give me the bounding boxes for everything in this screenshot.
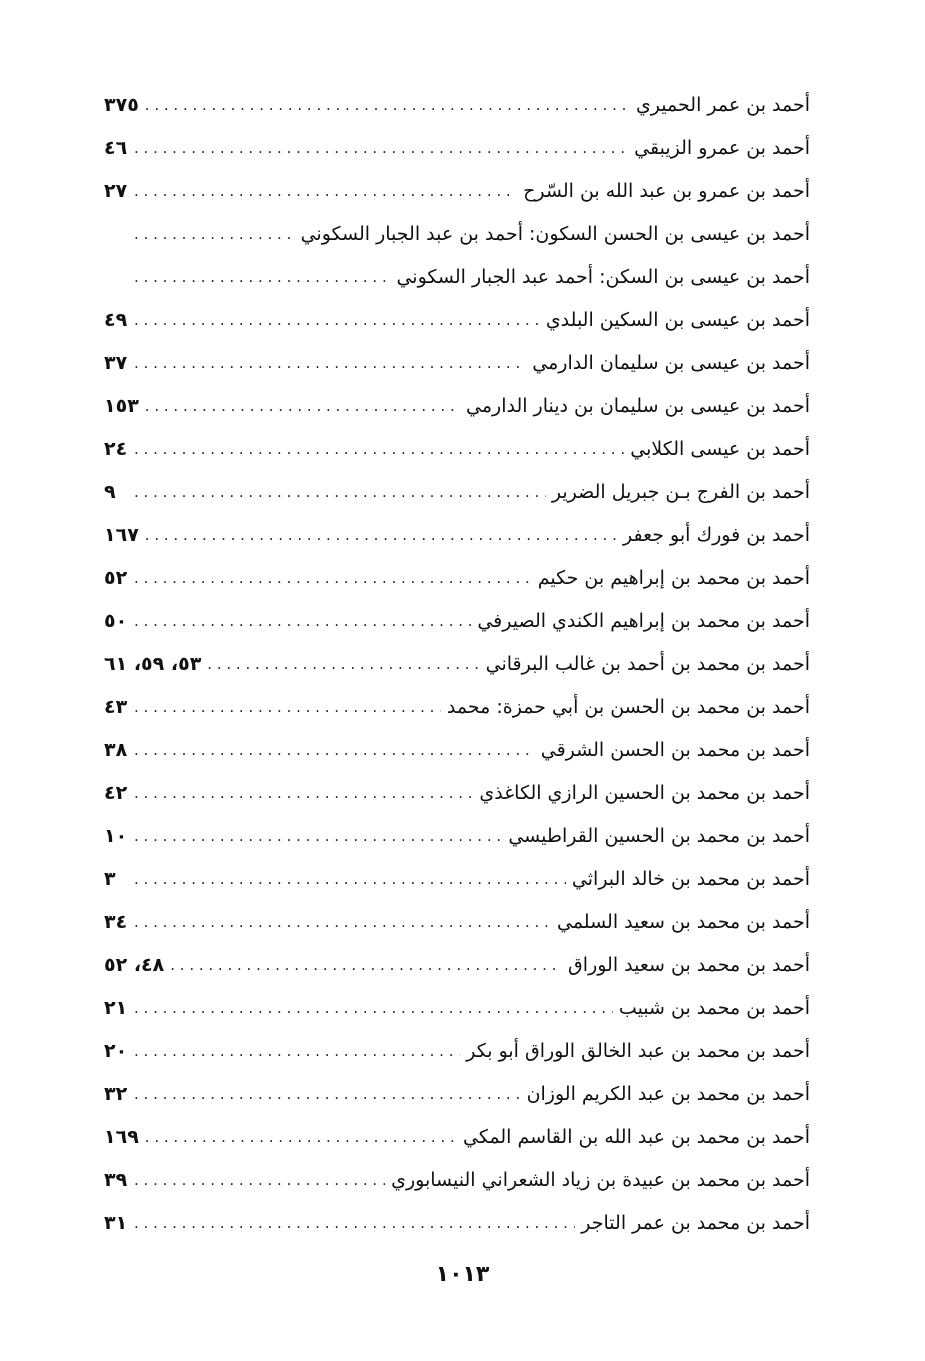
- index-entry: [104, 901, 810, 944]
- entry-pages: ٥٠: [104, 610, 128, 632]
- entry-pages: ٣١: [104, 1212, 128, 1234]
- dot-leader: [128, 858, 566, 901]
- entry-pages: ١٦٧: [104, 524, 139, 546]
- index-entry: [104, 858, 810, 901]
- dot-leader: [128, 1073, 521, 1116]
- index-entry: [104, 686, 810, 729]
- index-entry: [104, 170, 810, 213]
- entry-pages: ١٦٩: [104, 1126, 139, 1148]
- entry-name: أحمد بن محمد بن سعيد السلمي: [556, 911, 810, 933]
- dot-leader: [128, 729, 535, 772]
- entry-name: أحمد بن محمد بن الحسن الشرقي: [540, 739, 810, 761]
- entry-name: أحمد بن عمر الحميري: [635, 94, 810, 116]
- entry-pages: ٤٣: [104, 696, 128, 718]
- index-entry: [104, 1073, 810, 1116]
- entry-name: أحمد بن عيسى بن السكين البلدي: [545, 309, 810, 331]
- dot-leader: [128, 1159, 385, 1202]
- index-entry: [104, 987, 810, 1030]
- entry-pages: ٣: [104, 868, 116, 890]
- entry-pages: ٢١: [104, 997, 128, 1019]
- dot-leader: [164, 944, 562, 987]
- entry-name: أحمد بن محمد بن عبد الكريم الوزان: [526, 1083, 810, 1105]
- index-entry: [104, 1202, 810, 1245]
- entry-name: أحمد بن عيسى بن الحسن السكون: أحمد بن عبد الجبار السكوني: [300, 223, 810, 245]
- entry-pages: ٩: [104, 481, 116, 503]
- dot-leader: [128, 557, 532, 600]
- entry-name: أحمد بن محمد بن شبيب: [618, 997, 810, 1019]
- entry-name: أحمد بن محمد بن خالد البراثي: [571, 868, 810, 890]
- dot-leader: [128, 342, 526, 385]
- entry-name: أحمد بن محمد بن الحسين القراطيسي: [508, 825, 810, 847]
- dot-leader: [139, 84, 630, 127]
- entry-name: أحمد بن محمد بن إبراهيم الكندي الصيرفي: [477, 610, 810, 632]
- index-entry: [104, 213, 810, 256]
- entry-name: أحمد بن محمد بن الحسن بن أبي حمزة: محمد: [446, 696, 810, 718]
- index-entry: [104, 729, 810, 772]
- index-entry: [104, 127, 810, 170]
- entry-name: أحمد بن عمرو الزيبقي: [634, 137, 810, 159]
- entry-pages: ٣٧٥: [104, 94, 139, 116]
- entry-pages: ٥٢: [104, 567, 128, 589]
- entry-name: أحمد بن عيسى بن السكن: أحمد عبد الجبار السكوني: [396, 266, 810, 288]
- entry-pages: ٤٨، ٥٢: [104, 954, 165, 976]
- index-entry: [104, 84, 810, 127]
- entry-pages: ٣٩: [104, 1169, 128, 1191]
- index-entry: [104, 1159, 810, 1202]
- entry-pages: ٣٢: [104, 1083, 128, 1105]
- dot-leader: [128, 815, 502, 858]
- index-entry: [104, 557, 810, 600]
- dot-leader: [128, 1030, 460, 1073]
- dot-leader: [139, 1116, 457, 1159]
- entry-pages: ٤٩: [104, 309, 128, 331]
- entry-pages: ١٥٣: [104, 395, 139, 417]
- dot-leader: [128, 901, 551, 944]
- dot-leader: [139, 514, 617, 557]
- index-entry: [104, 1030, 810, 1073]
- entry-name: أحمد بن عيسى بن سليمان بن دينار الدارمي: [466, 395, 810, 417]
- dot-leader: [128, 428, 624, 471]
- entry-pages: ٤٦: [104, 137, 128, 159]
- entry-name: أحمد بن الفرج بـن جبريل الضرير: [551, 481, 810, 503]
- index-entry: [104, 256, 810, 299]
- entry-name: أحمد بن محمد بن سعيد الوراق: [568, 954, 810, 976]
- entry-name: أحمد بن عيسى بن سليمان الدارمي: [532, 352, 810, 374]
- index-entry: [104, 815, 810, 858]
- entry-pages: ١٠: [104, 825, 128, 847]
- entry-pages: ٣٧: [104, 352, 128, 374]
- entry-name: أحمد بن محمد بن عبد الخالق الوراق أبو بكر: [466, 1040, 810, 1062]
- dot-leader: [128, 299, 540, 342]
- dot-leader: [128, 256, 390, 299]
- entry-pages: ٣٤: [104, 911, 128, 933]
- dot-leader: [128, 987, 613, 1030]
- page-number: ١٠١٣: [435, 1262, 490, 1287]
- entry-pages: ٢٠: [104, 1040, 128, 1062]
- entry-name: أحمد بن فورك أبو جعفر: [622, 524, 810, 546]
- dot-leader: [128, 772, 473, 815]
- entry-pages: ٢٧: [104, 180, 128, 202]
- index-entry: [104, 428, 810, 471]
- entry-pages: ٥٣، ٥٩، ٦١: [104, 653, 202, 675]
- dot-leader: [128, 213, 295, 256]
- dot-leader: [128, 170, 517, 213]
- entry-pages: ٣٨: [104, 739, 128, 761]
- entry-name: أحمد بن محمد بن أحمد بن غالب البرقاني: [485, 653, 810, 675]
- entry-name: أحمد بن محمد بن الحسين الرازي الكاغذي: [479, 782, 810, 804]
- entry-name: أحمد بن محمد بن إبراهيم بن حكيم: [537, 567, 810, 589]
- dot-leader: [201, 643, 479, 686]
- entry-pages: ٤٢: [104, 782, 128, 804]
- index-entry: [104, 1116, 810, 1159]
- entry-name: أحمد بن عمرو بن عبد الله بن السّرح: [523, 180, 810, 202]
- index-entry: [104, 299, 810, 342]
- entry-name: أحمد بن عيسى الكلابي: [630, 438, 810, 460]
- index-entry: [104, 944, 810, 987]
- dot-leader: [128, 1202, 575, 1245]
- entry-name: أحمد بن محمد بن عبد الله بن القاسم المكي: [463, 1126, 810, 1148]
- index-entry: [104, 471, 810, 514]
- index-list: [104, 84, 810, 1245]
- index-entry: [104, 643, 810, 686]
- entry-pages: ٢٤: [104, 438, 128, 460]
- index-entry: [104, 385, 810, 428]
- entry-name: أحمد بن محمد بن عبيدة بن زياد الشعراني النيسابوري: [391, 1169, 810, 1191]
- dot-leader: [128, 471, 546, 514]
- dot-leader: [128, 600, 471, 643]
- index-entry: [104, 342, 810, 385]
- dot-leader: [139, 385, 460, 428]
- dot-leader: [128, 686, 441, 729]
- entry-name: أحمد بن محمد بن عمر التاجر: [581, 1212, 810, 1234]
- index-entry: [104, 514, 810, 557]
- index-entry: [104, 772, 810, 815]
- index-entry: [104, 600, 810, 643]
- dot-leader: [128, 127, 628, 170]
